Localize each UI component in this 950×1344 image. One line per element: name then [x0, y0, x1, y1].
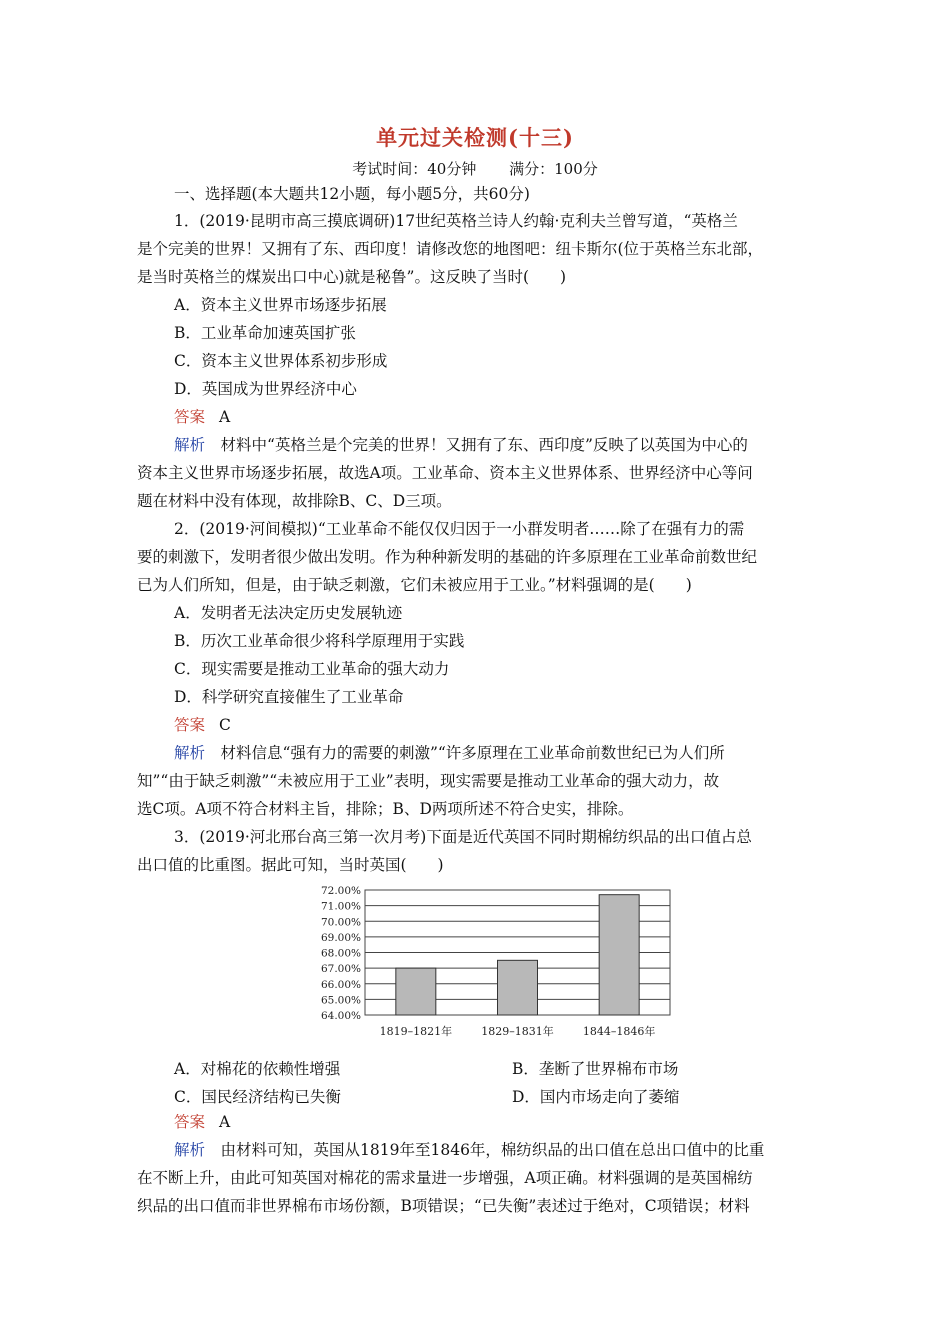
answer-value: C	[219, 716, 231, 734]
q1-option-c: C．资本主义世界体系初步形成	[174, 352, 388, 370]
exam-meta	[0, 158, 950, 179]
section-heading: 一、选择题(本大题共12小题，每小题5分，共60分)	[174, 185, 530, 203]
y-tick-label: 69.00%	[320, 931, 361, 944]
q3-analysis-line	[174, 1136, 817, 1164]
q1-stem-line: 是当时英格兰的煤炭出口中心)就是秘鲁”。这反映了当时( )	[137, 268, 567, 286]
q2-analysis-line: 选C项。A项不符合材料主旨，排除；B、D两项所述不符合史实，排除。	[137, 800, 634, 818]
y-tick-label: 72.00%	[320, 885, 361, 897]
analysis-label: 解析	[174, 436, 206, 454]
q1-option-b: B．工业革命加速英国扩张	[174, 324, 356, 342]
q3-stem-line: 出口值的比重图。据此可知，当时英国( )	[137, 856, 444, 874]
q1-answer	[174, 403, 817, 431]
q2-stem-line: 2．(2019·河间模拟)“工业革命不能仅仅归因于一小群发明者……除了在强有力的需	[174, 520, 745, 538]
y-tick-label: 68.00%	[320, 947, 361, 960]
q2-answer	[174, 711, 817, 739]
q3-stem-line: 3．(2019·河北邢台高三第一次月考)下面是近代英国不同时期棉纺织品的出口值占总	[174, 828, 752, 846]
bar	[498, 960, 538, 1015]
q1-stem-line: 是个完美的世界！又拥有了东、西印度！请修改您的地图吧：纽卡斯尔(位于英格兰东北部，	[137, 240, 764, 258]
exam-score: 满分：100分	[509, 160, 598, 178]
q3-analysis-line: 在不断上升，由此可知英国对棉花的需求量进一步增强，A项正确。材料强调的是英国棉纺	[137, 1169, 753, 1187]
y-tick-label: 67.00%	[320, 963, 361, 976]
x-tick-label: 1819–1821年	[379, 1025, 453, 1038]
q1-analysis-line: 资本主义世界市场逐步拓展，故选A项。工业革命、资本主义世界体系、世界经济中心等问	[137, 464, 753, 482]
q2-option-b: B．历次工业革命很少将科学原理用于实践	[174, 632, 465, 650]
answer-label: 答案	[174, 408, 206, 426]
analysis-text: 材料信息“强有力的需要的刺激”“许多原理在工业革命前数世纪已为人们所	[220, 744, 725, 762]
answer-label: 答案	[174, 716, 206, 734]
q2-option-c: C．现实需要是推动工业革命的强大动力	[174, 660, 450, 678]
answer-value: A	[219, 408, 231, 426]
page-title: 单元过关检测(十三)	[376, 125, 574, 150]
q2-analysis-line: 知”“由于缺乏刺激”“未被应用于工业”表明，现实需要是推动工业革命的强大动力，故	[137, 772, 720, 790]
y-tick-label: 70.00%	[320, 916, 361, 929]
q3-option-c: C．国民经济结构已失衡	[174, 1088, 341, 1106]
analysis-label: 解析	[174, 1141, 206, 1159]
cotton-export-bar-chart	[300, 882, 680, 1042]
analysis-text: 由材料可知，英国从1819年至1846年，棉纺织品的出口值在总出口值中的比重	[220, 1141, 765, 1159]
exam-time: 考试时间：40分钟	[352, 160, 477, 178]
y-tick-label: 64.00%	[320, 1010, 361, 1022]
y-tick-label: 71.00%	[320, 900, 361, 913]
x-tick-label: 1844–1846年	[582, 1025, 656, 1038]
analysis-text: 材料中“英格兰是个完美的世界！又拥有了东、西印度”反映了以英国为中心的	[220, 436, 748, 454]
bar	[599, 895, 639, 1015]
y-tick-label: 65.00%	[320, 994, 361, 1007]
x-tick-label: 1829–1831年	[481, 1025, 554, 1038]
q2-analysis-line	[174, 739, 817, 767]
q1-analysis-line: 题在材料中没有体现，故排除B、C、D三项。	[137, 492, 452, 510]
q3-option-b: B．垄断了世界棉布市场	[512, 1060, 679, 1078]
q3-answer	[174, 1108, 817, 1136]
y-tick-label: 66.00%	[320, 978, 361, 991]
bar	[396, 968, 436, 1015]
q1-analysis-line	[174, 431, 817, 459]
q2-option-d: D．科学研究直接催生了工业革命	[174, 688, 404, 706]
q3-option-a: A．对棉花的依赖性增强	[174, 1060, 341, 1078]
answer-value: A	[219, 1113, 231, 1131]
q1-stem-line: 1．(2019·昆明市高三摸底调研)17世纪英格兰诗人约翰·克利夫兰曾写道，“英格兰	[174, 212, 738, 230]
q3-analysis-line: 织品的出口值而非世界棉布市场份额，B项错误；“已失衡”表述过于绝对，C项错误；材料	[137, 1197, 750, 1215]
q1-option-d: D．英国成为世界经济中心	[174, 380, 357, 398]
q2-stem-line: 要的刺激下，发明者很少做出发明。作为种种新发明的基础的许多原理在工业革命前数世纪	[137, 548, 758, 566]
answer-label: 答案	[174, 1113, 206, 1131]
q2-option-a: A．发明者无法决定历史发展轨迹	[174, 604, 403, 622]
q3-option-d: D．国内市场走向了萎缩	[512, 1088, 680, 1106]
analysis-label: 解析	[174, 744, 206, 762]
q2-stem-line: 已为人们所知，但是，由于缺乏刺激，它们未被应用于工业。”材料强调的是( )	[137, 576, 692, 594]
q1-option-a: A．资本主义世界市场逐步拓展	[174, 296, 387, 314]
